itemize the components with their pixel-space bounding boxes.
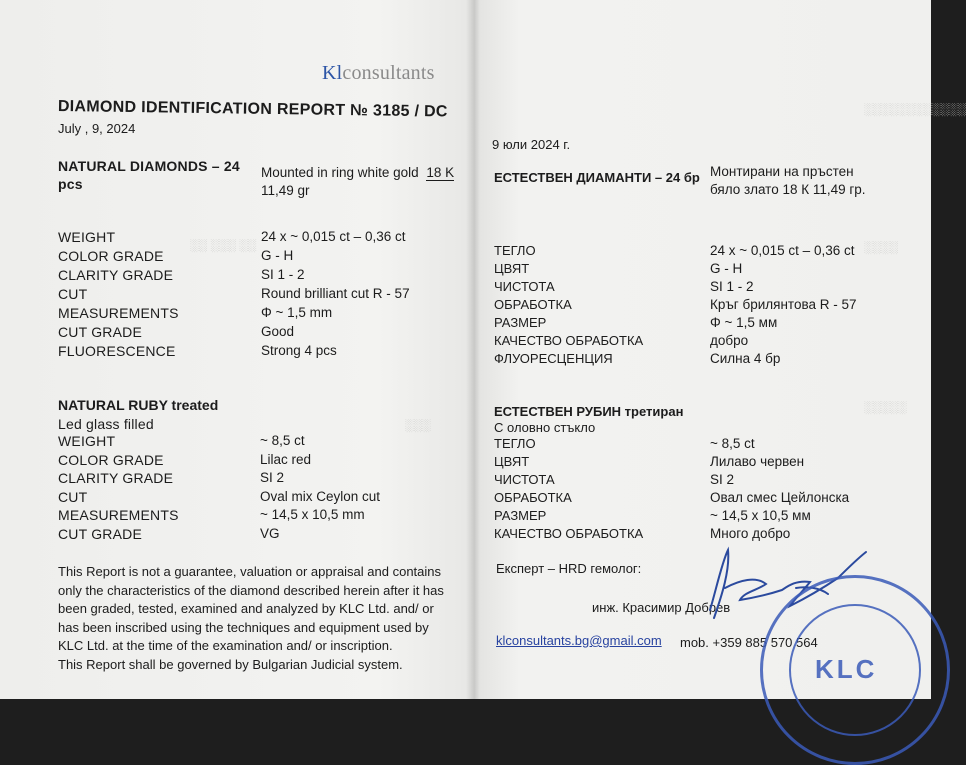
property-value: SI 1 - 2 bbox=[261, 267, 305, 282]
property-label: COLOR GRADE bbox=[58, 248, 164, 264]
ruby-subheading: Led glass filled bbox=[58, 416, 154, 432]
property-value: Силна 4 бр bbox=[710, 351, 781, 366]
property-label: КАЧЕСТВО ОБРАБОТКА bbox=[494, 526, 644, 541]
page-fold bbox=[466, 0, 480, 699]
mount-description bbox=[261, 165, 454, 180]
property-value: Кръг брилянтова R - 57 bbox=[710, 297, 857, 312]
show-through-text: ░░░ bbox=[405, 418, 431, 432]
property-value: SI 2 bbox=[710, 472, 735, 487]
property-label: ЧИСТОТА bbox=[494, 472, 555, 487]
property-value: ~ 14,5 x 10,5 mm bbox=[260, 507, 365, 522]
property-label: РАЗМЕР bbox=[494, 508, 547, 523]
property-label: CUT bbox=[58, 286, 88, 302]
property-label: WEIGHT bbox=[58, 433, 116, 449]
property-value: Lilac red bbox=[260, 451, 312, 467]
mount-text: Mounted in ring white gold bbox=[261, 165, 419, 180]
bg-ruby-subheading: С оловно стъкло bbox=[494, 420, 596, 435]
property-value: Good bbox=[261, 324, 295, 339]
property-label: CUT GRADE bbox=[58, 324, 142, 340]
property-label: CUT bbox=[58, 488, 88, 505]
property-label: WEIGHT bbox=[58, 229, 116, 245]
property-label: ФЛУОРЕСЦЕНЦИЯ bbox=[494, 351, 613, 366]
property-label: MEASUREMENTS bbox=[58, 507, 179, 523]
property-value: G - H bbox=[710, 261, 743, 276]
report-date-en: July , 9, 2024 bbox=[58, 121, 136, 136]
property-value: G - H bbox=[261, 248, 294, 263]
property-label: CLARITY GRADE bbox=[58, 470, 174, 486]
property-label: CLARITY GRADE bbox=[58, 267, 174, 283]
show-through-text: ░░ ░░░ ░░ bbox=[190, 238, 257, 252]
property-value: Лилаво червен bbox=[710, 454, 805, 469]
property-value: SI 1 - 2 bbox=[710, 279, 754, 294]
report-title: DIAMOND IDENTIFICATION REPORT № 3185 / DC bbox=[57, 98, 448, 121]
property-label: ЦВЯТ bbox=[494, 261, 530, 276]
ruby-heading: NATURAL RUBY treated bbox=[58, 397, 219, 413]
bg-mount-line2: бяло злато 18 К 11,49 гр. bbox=[710, 182, 866, 197]
property-label: ТЕГЛО bbox=[494, 436, 536, 451]
mount-weight: 11,49 gr bbox=[261, 183, 310, 198]
property-label: ОБРАБОТКА bbox=[494, 490, 572, 505]
property-label: ТЕГЛО bbox=[494, 243, 536, 258]
property-value: 24 x ~ 0,015 ct – 0,36 ct bbox=[261, 229, 406, 244]
report-date-bg: 9 юли 2024 г. bbox=[492, 137, 571, 152]
mount-karat: 18 K bbox=[426, 165, 455, 180]
property-value: Овал смес Цейлонска bbox=[710, 490, 850, 505]
bg-mount-line1: Монтирани на пръстен bbox=[710, 164, 854, 179]
property-label: ОБРАБОТКА bbox=[494, 297, 572, 312]
disclaimer-line: This Report is not a guarantee, valuation or appraisal and contains bbox=[58, 564, 442, 579]
property-value: Φ ~ 1,5 мм bbox=[710, 315, 778, 330]
property-value: 24 x ~ 0,015 ct – 0,36 ct bbox=[710, 243, 855, 258]
show-through-text: ░░░░░ bbox=[864, 400, 907, 414]
disclaimer-line: has been inscribed using the techniques and equipment used by bbox=[58, 619, 429, 635]
property-label: ЦВЯТ bbox=[494, 454, 530, 469]
stamp-inner-ring bbox=[789, 604, 921, 736]
brand-logo-rest: consultants bbox=[342, 62, 435, 84]
property-value: VG bbox=[260, 525, 280, 541]
show-through-text: ░░░░ bbox=[864, 240, 899, 254]
contact-phone: mob. +359 885 570 564 bbox=[680, 635, 818, 650]
expert-name: инж. Красимир Добрев bbox=[592, 600, 731, 615]
property-value: ~ 8,5 ct bbox=[260, 433, 305, 448]
property-value: Oval mix Ceylon cut bbox=[260, 488, 381, 504]
show-through-text: ░░░░░░░░░░░░ bbox=[864, 102, 966, 116]
disclaimer-line: This Report shall be governed by Bulgarian Judicial system. bbox=[58, 656, 403, 672]
brand-logo bbox=[322, 62, 435, 85]
property-value: ~ 8,5 ct bbox=[710, 436, 755, 451]
property-value: ~ 14,5 x 10,5 мм bbox=[710, 508, 811, 523]
stamp-logo-text: KLC bbox=[815, 654, 878, 684]
property-label: COLOR GRADE bbox=[58, 451, 164, 468]
property-value: Strong 4 pcs bbox=[261, 343, 337, 358]
property-label: РАЗМЕР bbox=[494, 315, 547, 330]
company-stamp bbox=[760, 575, 950, 765]
expert-label: Експерт – HRD гемолог: bbox=[496, 561, 642, 576]
property-value: SI 2 bbox=[260, 470, 285, 485]
property-label: MEASUREMENTS bbox=[58, 305, 179, 321]
property-label: FLUORESCENCE bbox=[58, 343, 176, 359]
property-label: КАЧЕСТВО ОБРАБОТКА bbox=[494, 333, 644, 348]
bg-ruby-heading: ЕСТЕСТВЕН РУБИН третиран bbox=[494, 404, 684, 419]
diamonds-heading-line1: NATURAL DIAMONDS – 24 bbox=[58, 158, 240, 174]
disclaimer-line: KLC Ltd. at the time of the examination and/ or inscription. bbox=[58, 638, 393, 653]
contact-email-link[interactable]: klconsultants.bg@gmail.com bbox=[496, 633, 662, 648]
disclaimer-line: been graded, tested, examined and analyzed by KLC Ltd. and/ or bbox=[58, 601, 434, 616]
property-label: ЧИСТОТА bbox=[494, 279, 555, 294]
bg-diamonds-heading: ЕСТЕСТВЕН ДИАМАНТИ – 24 бр bbox=[494, 170, 700, 185]
diamonds-heading-line2: pcs bbox=[58, 176, 83, 192]
property-value: Φ ~ 1,5 mm bbox=[261, 305, 333, 320]
brand-logo-k: Kl bbox=[322, 62, 343, 84]
property-value: добро bbox=[710, 333, 749, 348]
disclaimer-line: only the characteristics of the diamond described herein after it has bbox=[58, 582, 444, 598]
disclaimer bbox=[58, 563, 453, 674]
property-value: Round brilliant cut R - 57 bbox=[261, 286, 410, 301]
property-value: Много добро bbox=[710, 526, 791, 541]
left-page bbox=[0, 0, 474, 699]
property-label: CUT GRADE bbox=[58, 525, 142, 542]
